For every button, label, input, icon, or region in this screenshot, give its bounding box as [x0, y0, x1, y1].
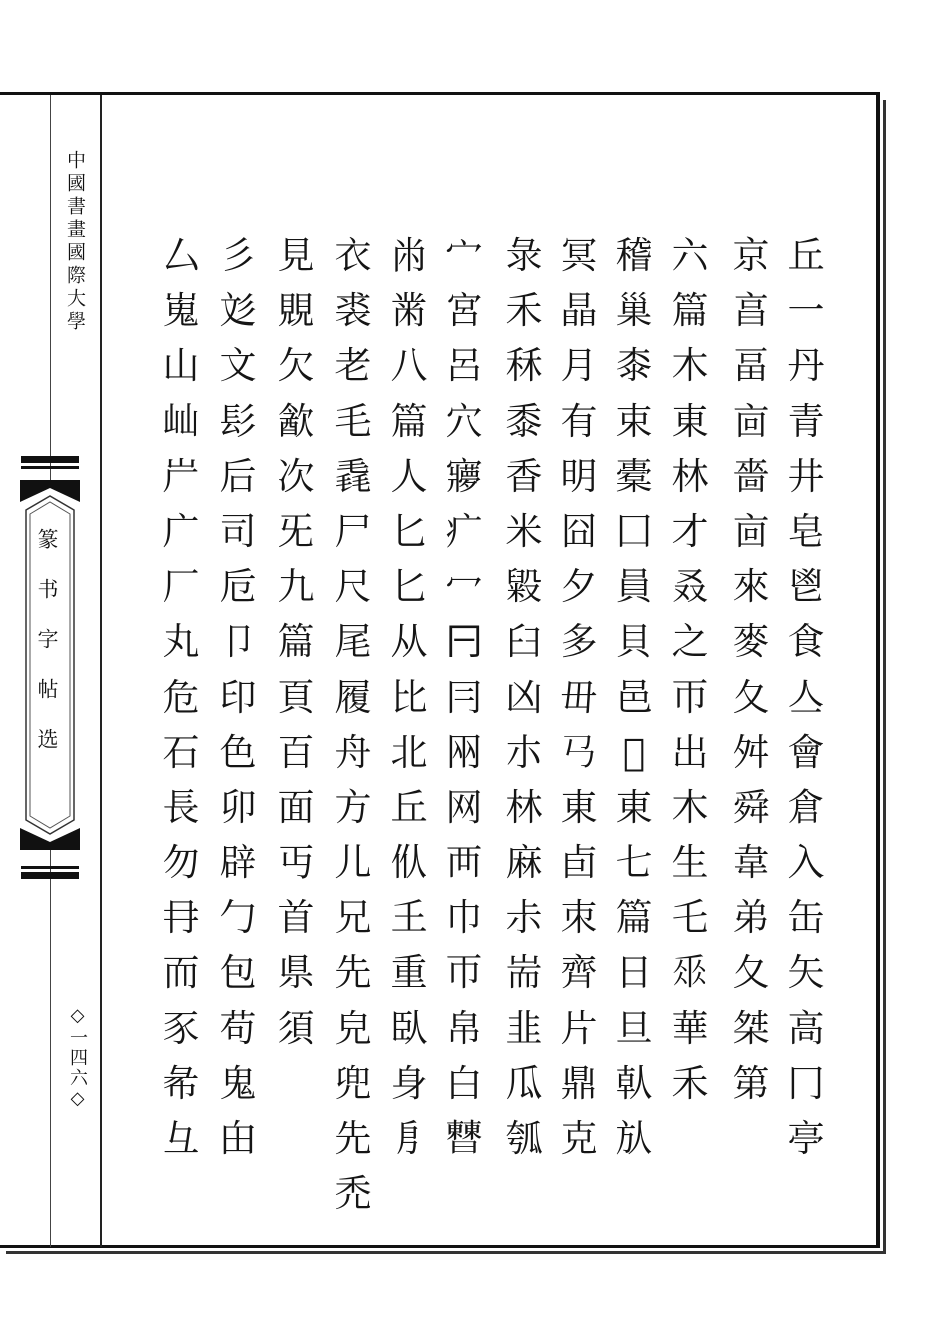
seal-character: 襾	[445, 841, 483, 885]
seal-character: 尺	[334, 565, 372, 609]
seal-character: 卣	[560, 841, 598, 885]
seal-character: 東	[615, 785, 653, 829]
seal-character: 旡	[277, 509, 315, 553]
title-bar-top-thin	[21, 466, 79, 469]
page-number: ◇一四六◇	[67, 1005, 88, 1111]
seal-character: 㫃	[615, 1117, 653, 1160]
seal-character: 冖	[445, 565, 483, 609]
seal-character: 𨛜	[622, 730, 646, 774]
seal-character: 囗	[615, 509, 653, 553]
seal-character: 夂	[732, 951, 770, 995]
seal-character: 克	[560, 1117, 598, 1160]
seal-character: 𣍘	[445, 1117, 483, 1160]
seal-character: 丸	[162, 620, 200, 664]
seal-character: 而	[162, 951, 200, 995]
spine-line-right	[100, 95, 102, 1247]
seal-character: 帛	[445, 1006, 483, 1050]
seal-character: 北	[390, 730, 428, 774]
seal-character: 包	[219, 951, 257, 995]
seal-character: 嗇	[732, 454, 770, 498]
character-column	[327, 228, 379, 1221]
seal-character: 危	[162, 675, 200, 719]
seal-character: 㐺	[390, 841, 428, 885]
school-name: 中國書畫國際大學	[64, 150, 86, 334]
seal-character: 一	[787, 289, 825, 333]
seal-character: 兜	[334, 1061, 372, 1105]
seal-character: 長	[162, 785, 200, 829]
seal-character: 朿	[560, 896, 598, 940]
seal-character: 才	[671, 509, 709, 553]
seal-character: 夕	[560, 565, 598, 609]
seal-character: 文	[219, 344, 257, 388]
seal-character: 重	[390, 951, 428, 995]
seal-character: 㐆	[390, 1117, 428, 1160]
seal-character: 邑	[615, 675, 653, 719]
seal-character: 禾	[505, 289, 543, 333]
seal-character: 㡀	[390, 234, 428, 277]
seal-character: 麥	[732, 620, 770, 664]
seal-character: 東	[671, 399, 709, 443]
seal-character: 皃	[334, 1006, 372, 1050]
seal-character: 尗	[505, 896, 543, 940]
seal-character: 丏	[277, 841, 315, 885]
seal-character: 次	[277, 454, 315, 498]
seal-character: 彑	[162, 1117, 200, 1160]
seal-character: 身	[390, 1061, 428, 1105]
seal-character: 耑	[505, 951, 543, 995]
seal-character: 比	[390, 675, 428, 719]
seal-character: 韋	[732, 841, 770, 885]
seal-character: 林	[671, 454, 709, 498]
seal-character: 倉	[787, 785, 825, 829]
seal-character: 六	[671, 234, 709, 277]
seal-character: 𢎘	[560, 730, 598, 774]
seal-character: 生	[671, 841, 709, 885]
title-bar-bottom-thin	[21, 866, 79, 869]
seal-character: 履	[334, 675, 372, 719]
seal-character: 石	[162, 730, 200, 774]
seal-character: 毇	[505, 565, 543, 609]
seal-character: 片	[560, 1006, 598, 1050]
seal-character: 亯	[732, 289, 770, 333]
seal-character: 毌	[560, 675, 598, 719]
seal-character: 木	[671, 785, 709, 829]
seal-character: 尾	[334, 620, 372, 664]
seal-character: 舜	[732, 785, 770, 829]
seal-character: 旦	[615, 1006, 653, 1050]
seal-character: 𠂹	[671, 951, 709, 995]
seal-character: 髟	[219, 399, 257, 443]
seal-character: 从	[390, 620, 428, 664]
seal-character: 宮	[445, 289, 483, 333]
seal-character: 篇	[390, 399, 428, 443]
seal-character: 東	[560, 785, 598, 829]
seal-character: 亼	[787, 675, 825, 719]
seal-character: 米	[505, 509, 543, 553]
seal-character: 后	[219, 454, 257, 498]
seal-character: 裘	[334, 289, 372, 333]
seal-character: 广	[162, 509, 200, 553]
seal-character: 束	[615, 399, 653, 443]
seal-character: 豕	[162, 1006, 200, 1050]
seal-character: 秝	[505, 344, 543, 388]
seal-character: 㐭	[732, 509, 770, 553]
seal-character: 冄	[162, 896, 200, 940]
seal-character: 衣	[334, 234, 372, 277]
seal-character: 卮	[219, 565, 257, 609]
seal-character: 九	[277, 565, 315, 609]
seal-character: 㐭	[732, 399, 770, 443]
seal-character: 桀	[732, 1006, 770, 1050]
seal-character: 高	[787, 1006, 825, 1050]
seal-character: 瓠	[505, 1117, 543, 1160]
seal-character: 𡈼	[390, 896, 428, 940]
seal-character: 黍	[505, 399, 543, 443]
seal-character: 會	[787, 730, 825, 774]
seal-character: 稽	[615, 234, 653, 277]
seal-character: 呂	[445, 344, 483, 388]
seal-character: 禾	[671, 1061, 709, 1105]
seal-character: 厂	[162, 565, 200, 609]
seal-character: 屾	[162, 399, 200, 443]
seal-character: 須	[277, 1006, 315, 1050]
seal-character: 之	[671, 620, 709, 664]
character-column	[664, 228, 716, 1111]
seal-character: 山	[162, 344, 200, 388]
seal-character: 穴	[445, 399, 483, 443]
seal-character: 宀	[445, 234, 483, 277]
seal-character: 貝	[615, 620, 653, 664]
seal-character: 毛	[334, 399, 372, 443]
seal-character: 冃	[445, 675, 483, 719]
seal-character: 㱃	[277, 399, 315, 443]
title-bar-bottom-thick	[21, 872, 79, 879]
seal-character: 食	[787, 620, 825, 664]
seal-character: 儿	[334, 841, 372, 885]
seal-character: 鬼	[219, 1061, 257, 1105]
seal-character: 篇	[277, 620, 315, 664]
seal-character: 香	[505, 454, 543, 498]
seal-character: 帀	[671, 675, 709, 719]
seal-character: 丹	[787, 344, 825, 388]
seal-character: 青	[787, 399, 825, 443]
seal-character: 畐	[732, 344, 770, 388]
seal-character: 七	[615, 841, 653, 885]
character-column	[553, 228, 605, 1166]
seal-character: 林	[505, 785, 543, 829]
seal-character: 凶	[505, 675, 543, 719]
seal-character: 矢	[787, 951, 825, 995]
seal-character: 禿	[334, 1172, 372, 1216]
seal-character: 辟	[219, 841, 257, 885]
seal-character: 臼	[505, 620, 543, 664]
seal-character: 彣	[219, 289, 257, 333]
seal-character: 匕	[390, 565, 428, 609]
seal-character: 瓜	[505, 1061, 543, 1105]
character-column	[212, 228, 264, 1166]
character-column	[438, 228, 490, 1166]
seal-character: 疒	[445, 509, 483, 553]
seal-character: 面	[277, 785, 315, 829]
seal-character: 朩	[505, 730, 543, 774]
seal-character: 夂	[732, 675, 770, 719]
seal-character: 欠	[277, 344, 315, 388]
seal-character: 桼	[615, 344, 653, 388]
seal-character: 出	[671, 730, 709, 774]
seal-character: 華	[671, 1006, 709, 1050]
seal-character: 甶	[219, 1117, 257, 1160]
character-column	[270, 228, 322, 1056]
seal-character: 方	[334, 785, 372, 829]
seal-character: 井	[787, 454, 825, 498]
book-title: 篆书字帖选	[35, 528, 59, 778]
seal-character: 韭	[505, 1006, 543, 1050]
seal-character: 彡	[219, 234, 257, 277]
seal-character: 人	[390, 454, 428, 498]
seal-character: 頁	[277, 675, 315, 719]
seal-character: 百	[277, 730, 315, 774]
seal-character: 屵	[162, 454, 200, 498]
seal-character: 缶	[787, 896, 825, 940]
seal-character: 首	[277, 896, 315, 940]
seal-character: 兄	[334, 896, 372, 940]
character-column	[780, 228, 832, 1166]
character-column	[383, 228, 435, 1166]
seal-character: 弟	[732, 896, 770, 940]
seal-character: 叒	[671, 565, 709, 609]
seal-character: 司	[219, 509, 257, 553]
seal-character: 卯	[219, 785, 257, 829]
seal-character: 晶	[560, 289, 598, 333]
seal-character: 冥	[560, 234, 598, 277]
seal-character: 乇	[671, 896, 709, 940]
seal-character: 苟	[219, 1006, 257, 1050]
seal-character: 勿	[162, 841, 200, 885]
seal-character: 明	[560, 454, 598, 498]
seal-character: 黹	[390, 289, 428, 333]
seal-character: 印	[219, 675, 257, 719]
seal-character: 県	[277, 951, 315, 995]
seal-character: 㝱	[445, 454, 483, 498]
seal-character: 日	[615, 951, 653, 995]
seal-character: 彔	[505, 234, 543, 277]
seal-character: 色	[219, 730, 257, 774]
seal-character: 先	[334, 951, 372, 995]
seal-character: 橐	[615, 454, 653, 498]
character-column	[725, 228, 777, 1111]
seal-character: 冂	[787, 1061, 825, 1105]
seal-character: 員	[615, 565, 653, 609]
seal-character: 來	[732, 565, 770, 609]
seal-character: 勹	[219, 896, 257, 940]
seal-character: 齊	[560, 951, 598, 995]
character-column	[498, 228, 550, 1166]
seal-character: 嵬	[162, 289, 200, 333]
seal-character: 卩	[219, 620, 257, 664]
title-bar-top-thick	[21, 456, 79, 463]
character-column	[155, 228, 207, 1166]
seal-character: 巾	[445, 896, 483, 940]
seal-character: 丘	[787, 234, 825, 277]
seal-character: 鼎	[560, 1061, 598, 1105]
seal-character: 見	[277, 234, 315, 277]
seal-character: 第	[732, 1061, 770, 1105]
seal-character: 篇	[615, 896, 653, 940]
seal-character: 倝	[615, 1061, 653, 1105]
seal-character: 入	[787, 841, 825, 885]
seal-character: 先	[334, 1117, 372, 1160]
seal-character: 囧	[560, 509, 598, 553]
seal-character: 帀	[445, 951, 483, 995]
seal-character: 尸	[334, 509, 372, 553]
seal-character: 舛	[732, 730, 770, 774]
seal-character: 多	[560, 620, 598, 664]
seal-character: 网	[445, 785, 483, 829]
seal-character: 厶	[162, 234, 200, 277]
seal-character: 覞	[277, 289, 315, 333]
seal-character: 巢	[615, 289, 653, 333]
seal-character: 㣇	[162, 1061, 200, 1105]
seal-character: 京	[732, 234, 770, 277]
seal-character: 皂	[787, 509, 825, 553]
seal-character: 臥	[390, 1006, 428, 1050]
seal-character: 丘	[390, 785, 428, 829]
seal-character: 鬯	[787, 565, 825, 609]
seal-character: 毳	[334, 454, 372, 498]
seal-character: 舟	[334, 730, 372, 774]
seal-character: 有	[560, 399, 598, 443]
seal-character: 篇	[671, 289, 709, 333]
seal-character: 八	[390, 344, 428, 388]
seal-character: 月	[560, 344, 598, 388]
seal-character: 亭	[787, 1117, 825, 1160]
seal-character: 老	[334, 344, 372, 388]
seal-character: 㒳	[445, 730, 483, 774]
character-column	[608, 228, 660, 1166]
seal-character: 白	[445, 1061, 483, 1105]
seal-character: 麻	[505, 841, 543, 885]
seal-character: 木	[671, 344, 709, 388]
seal-character: 匕	[390, 509, 428, 553]
seal-character: 𠔼	[445, 620, 483, 664]
